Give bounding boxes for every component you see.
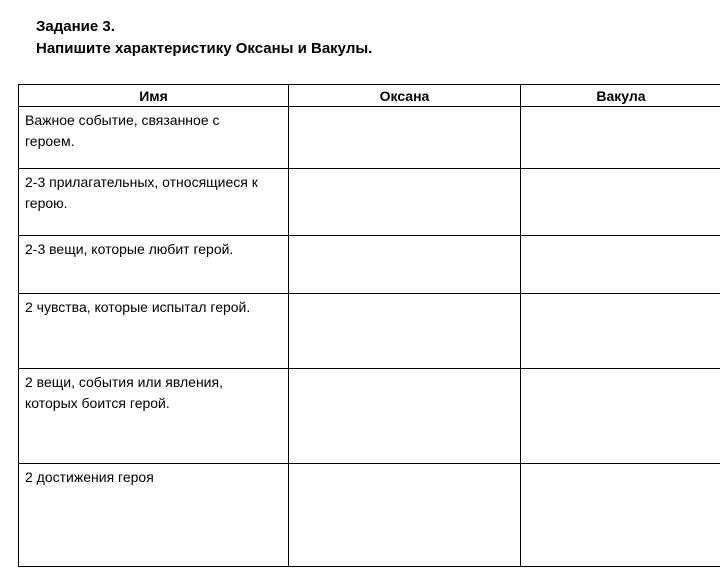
oksana-answer-cell[interactable]	[289, 107, 521, 169]
vakula-answer-cell[interactable]	[521, 294, 720, 369]
header-oksana: Оксана	[289, 85, 521, 107]
table-row	[19, 107, 720, 169]
table-header-row	[19, 85, 720, 107]
task-heading	[36, 16, 372, 60]
oksana-answer-cell[interactable]	[289, 236, 521, 294]
vakula-answer-cell[interactable]	[521, 107, 720, 169]
header-name: Имя	[19, 85, 289, 107]
task-number: Задание 3.	[36, 18, 115, 35]
row-label: 2 вещи, события или явления, которых боится герой.	[19, 369, 289, 464]
table-row	[19, 369, 720, 464]
table-row	[19, 169, 720, 236]
row-label: 2 достижения героя	[19, 464, 289, 567]
row-label: 2-3 вещи, которые любит герой.	[19, 236, 289, 294]
vakula-answer-cell[interactable]	[521, 169, 720, 236]
header-vakula: Вакула	[521, 85, 720, 107]
oksana-answer-cell[interactable]	[289, 294, 521, 369]
oksana-answer-cell[interactable]	[289, 464, 521, 567]
vakula-answer-cell[interactable]	[521, 464, 720, 567]
row-label: 2-3 прилагательных, относящиеся к герою.	[19, 169, 289, 236]
table-row	[19, 464, 720, 567]
characteristics-table	[18, 84, 720, 567]
vakula-answer-cell[interactable]	[521, 236, 720, 294]
table-row	[19, 236, 720, 294]
oksana-answer-cell[interactable]	[289, 369, 521, 464]
vakula-answer-cell[interactable]	[521, 369, 720, 464]
row-label: 2 чувства, которые испытал герой.	[19, 294, 289, 369]
table-row	[19, 294, 720, 369]
row-label: Важное событие, связанное с героем.	[19, 107, 289, 169]
oksana-answer-cell[interactable]	[289, 169, 521, 236]
task-instruction: Напишите характеристику Оксаны и Вакулы.	[36, 40, 373, 57]
